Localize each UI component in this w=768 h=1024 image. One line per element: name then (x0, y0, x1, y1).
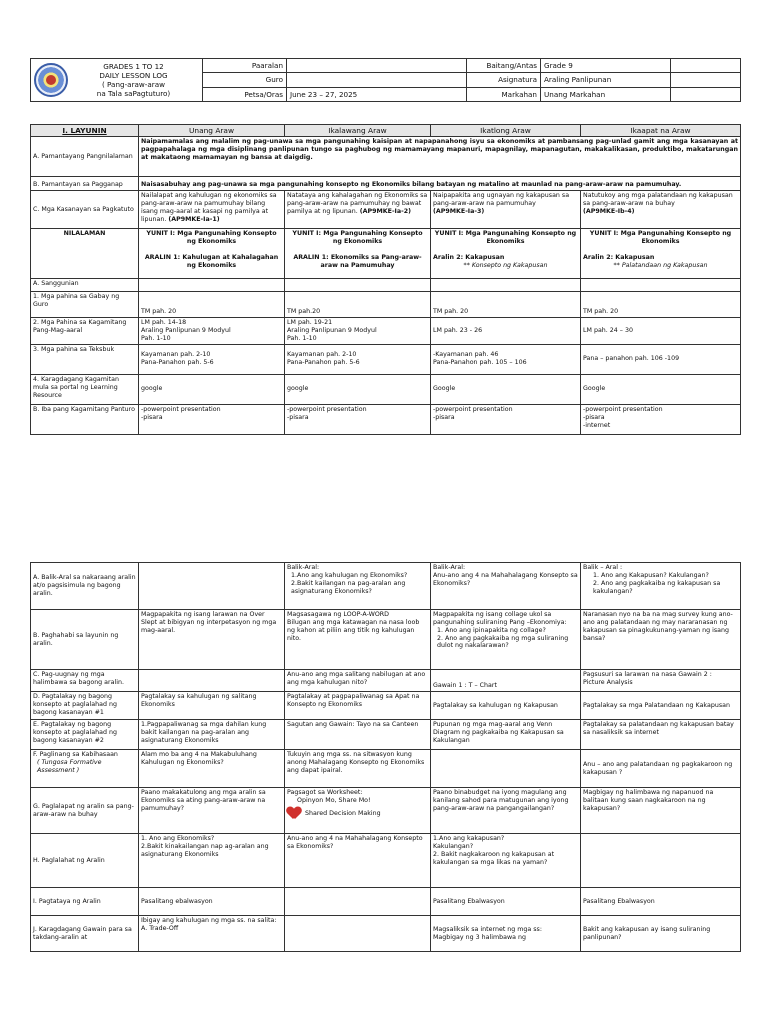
row-cell: TM pah. 20 (139, 292, 285, 318)
header-table (30, 58, 741, 102)
proc-cell: Pasalitang Ebalwasyon (581, 888, 741, 916)
proc-cell: Paano binabudget na iyong magulang ang kanilang sahod para matugunan ang iyong pang-araw-araw na pangangailangan? (431, 788, 581, 834)
header-title-line-1: GRADES 1 TO 12 (103, 62, 164, 71)
header-title-cell (31, 59, 203, 102)
guro-label: Guro (203, 73, 287, 87)
proc-cell: 1.Ano ang kakapusan? Kakulangan? 2. Bakit nagkakaroon ng kakapusan at kakulangan sa mga likas na yaman? (431, 834, 581, 888)
col-header-day3: Ikatlong Araw (431, 125, 581, 137)
kasanayan-day2: Natataya ang kahalagahan ng Ekonomiks sa pang-araw-araw na pamumuhay ng bawat pamilya at ng lipunan. (AP9MKE-Ia-2) (285, 191, 431, 229)
proc-cell (139, 563, 285, 610)
proc-label-j: J. Karagdagang Gawain para sa takdang-aralin at (31, 916, 139, 952)
col-header-day4: Ikaapat na Araw (581, 125, 741, 137)
proc-cell (285, 888, 431, 916)
row-cell: LM pah. 14-18 Araling Panlipunan 9 Modyul Pah. 1-10 (139, 318, 285, 345)
proc-cell: Pagtalakay sa mga Palatandaan ng Kakapusan (581, 692, 741, 720)
proc-cell: Paano makakatulong ang mga aralin sa Ekonomiks sa ating pang-araw-araw na pamumuhay? (139, 788, 285, 834)
pamantayan-pagganap-text: Naisasabuhay ang pag-unawa sa mga pangunahing konsepto ng Ekonomiks bilang batayan ng matalino at maunlad na pang-araw-araw na pamumuhay. (139, 177, 741, 191)
nilalaman-day1: YUNIT I: Mga Pangunahing Konsepto ng Ekonomiks ARALIN 1: Kahulugan at Kahalagahan ng Ekonomiks (139, 229, 285, 279)
proc-label-a: A. Balik-Aral sa nakaraang aralin at/o pagsisimula ng bagong aralin. (31, 563, 139, 610)
proc-label-g: G. Paglalapat ng aralin sa pang-araw-araw na buhay (31, 788, 139, 834)
proc-cell: Pupunan ng mga mag-aaral ang Venn Diagram ng pagkakaiba ng Kakapusan sa Kakulangan (431, 720, 581, 750)
row-cell: TM pah. 20 (431, 292, 581, 318)
proc-cell: Magsaliksik sa internet ng mga ss: Magbigay ng 3 halimbawa ng (431, 916, 581, 952)
nilalaman-day2: YUNIT I: Mga Pangunahing Konsepto ng Ekonomiks ARALIN 1: Ekonomiks sa Pang-araw-araw na Pamumuhay (285, 229, 431, 279)
row-cell: LM pah. 24 – 30 (581, 318, 741, 345)
kasanayan-day3: Naipapakita ang ugnayan ng kakapusan sa pang-araw-araw na pamumuhay (AP9MKE-Ia-3) (431, 191, 581, 229)
proc-cell-b3: Magpapakita ng isang collage ukol sa pangunahing suliraning Pang –Ekonomiya: 1. Ano ang ipinapakita ng collage? 2. Ano ang pagkakaiba ng mga suliraning dulot ng nakalarawan? (431, 610, 581, 670)
proc-cell (431, 750, 581, 788)
asignatura-label: Asignatura (467, 73, 541, 87)
row-cell: Pana – panahon pah. 106 -109 (581, 344, 741, 374)
nilalaman-day3: YUNIT I: Mga Pangunahing Konsepto ng Ekonomiks Aralin 2: Kakapusan ** Konsepto ng Kakapusan (431, 229, 581, 279)
col-header-day1: Unang Araw (139, 125, 285, 137)
proc-cell: Bakit ang kakapusan ay isang suliraning panlipunan? (581, 916, 741, 952)
row-cell: -powerpoint presentation -pisara (285, 404, 431, 434)
sanggunian-label: A. Sanggunian (31, 279, 139, 292)
row-cell: -Kayamanan pah. 46 Pana-Panahon pah. 105 – 106 (431, 344, 581, 374)
proc-cell: Pasalitang ebalwasyon (139, 888, 285, 916)
proc-cell: Magbigay ng halimbawa ng napanuod na balitaan kung saan nagkakaroon na ng kakapusan? (581, 788, 741, 834)
petsa-value: June 23 – 27, 2025 (287, 87, 467, 101)
procedures-table (30, 562, 741, 952)
deped-seal-icon (34, 63, 68, 97)
header-title-line-4: na Tala saPagtuturo) (96, 89, 171, 98)
proc-cell: 1. Ano ang Ekonomiks? 2.Bakit kinakailangan nap ag-aralan ang asignaturang Ekonomiks (139, 834, 285, 888)
row-label: 4. Karagdagang Kagamitan mula sa portal ng Learning Resource (31, 374, 139, 404)
proc-cell: Sagutan ang Gawain: Tayo na sa Canteen (285, 720, 431, 750)
paaralan-label: Paaralan (203, 59, 287, 73)
row-cell: Google (431, 374, 581, 404)
row-cell: Kayamanan pah. 2-10 Pana-Panahon pah. 5-6 (285, 344, 431, 374)
nilalaman-day4: YUNIT I: Mga Pangunahing Konsepto ng Ekonomiks Aralin 2: Kakapusan ** Palatandaan ng Kakapusan (581, 229, 741, 279)
proc-cell: Anu-ano ang mga salitang nabilugan at ano ang mga kahulugan nito? (285, 670, 431, 692)
pamantayang-pangnilalaman-text: Naipamamalas ang malalim ng pag-unawa sa mga pangunahing kaisipan at napapanahong isyu sa ekonomiks at pambansang pag-unlad gamit ang mga kasanayan at pagpapahalaga ng mga disiplinang panlipunan tungo sa paghubog ng mamamayang mapanuri, mapagnilay, mapanagutan, makakalikasan, produktibo, makatarungan at makataong mamamayan ng bansa at daigdig. (139, 137, 741, 177)
proc-cell: Pagtalakay sa kahulugan ng Kakapusan (431, 692, 581, 720)
proc-cell-a4: Balik – Aral : 1. Ano ang Kakapusan? Kakulangan? 2. Ano ang pagkakaiba ng kakapusan sa kakulangan? (581, 563, 741, 610)
row-cell: Kayamanan pah. 2-10 Pana-Panahon pah. 5-6 (139, 344, 285, 374)
nilalaman-label: NILALAMAN (31, 229, 139, 279)
proc-cell (581, 834, 741, 888)
header-title-line-2: DAILY LESSON LOG (99, 71, 168, 80)
proc-cell: Pagsusuri sa larawan na nasa Gawain 2 : Picture Analysis (581, 670, 741, 692)
heart-icon (287, 807, 301, 819)
proc-cell-g2: Pagsagot sa Worksheet: Opinyon Mo, Share Mo! Shared Decision Making (285, 788, 431, 834)
guro-value (287, 73, 467, 87)
proc-cell: Gawain 1 : T – Chart (431, 670, 581, 692)
proc-cell: Pagtalakay sa palatandaan ng kakapusan batay sa nasaliksik sa internet (581, 720, 741, 750)
proc-label-d: D. Pagtalakay ng bagong konsepto at paglalahad ng bagong kasanayan #1 (31, 692, 139, 720)
proc-cell: Naranasan nyo na ba na mag survey kung ano-ano ang palatandaan ng may nararanasan ng kakapusan sa pinagkukunang-yaman ng isang bansa? (581, 610, 741, 670)
proc-cell (139, 670, 285, 692)
row-cell: Google (581, 374, 741, 404)
proc-cell: Pagtalakay sa kahulugan ng salitang Ekonomiks (139, 692, 285, 720)
proc-label-e: E. Pagtalakay ng bagong konsepto at paglalahad ng bagong kasanayan #2 (31, 720, 139, 750)
pamantayan-pagganap-label: B. Pamantayan sa Pagganap (31, 177, 139, 191)
proc-cell: Anu – ano ang palatandaan ng pagkakaroon ng kakapusan ? (581, 750, 741, 788)
asignatura-value: Araling Panlipunan (541, 73, 671, 87)
row-label: B. Iba pang Kagamitang Panturo (31, 404, 139, 434)
proc-cell: Balik-Aral: Anu-ano ang 4 na Mahahalagang Konsepto sa Ekonomiks? (431, 563, 581, 610)
header-title-line-3: ( Pang-araw-araw (101, 80, 166, 89)
row-cell: TM pah.20 (285, 292, 431, 318)
markahan-value: Unang Markahan (541, 87, 671, 101)
col-header-day2: Ikalawang Araw (285, 125, 431, 137)
proc-label-c: C. Pag-uugnay ng mga halimbawa sa bagong aralin. (31, 670, 139, 692)
proc-cell: Magsasagawa ng LOOP-A-WORD Bilugan ang mga katawagan na nasa loob ng kahon at piliin ang titik ng kahulugan nito. (285, 610, 431, 670)
proc-cell (285, 916, 431, 952)
proc-cell: 1.Pagpapaliwanag sa mga dahilan kung bakit kailangan na pag-aralan ang asignaturang Ekonomiks (139, 720, 285, 750)
row-label: 2. Mga Pahina sa Kagamitang Pang-Mag-aaral (31, 318, 139, 345)
row-cell: google (139, 374, 285, 404)
baitang-label: Baitang/Antas (467, 59, 541, 73)
baitang-value: Grade 9 (541, 59, 671, 73)
proc-cell-a2: Balik-Aral: 1.Ano ang kahulugan ng Ekonomiks? 2.Bakit kailangan na pag-aralan ang asignaturang Ekonomiks? (285, 563, 431, 610)
proc-label-i: I. Pagtataya ng Aralin (31, 888, 139, 916)
objectives-table (30, 124, 741, 435)
proc-cell: Anu-ano ang 4 na Mahahalagang Konsepto sa Ekonomiks? (285, 834, 431, 888)
kasanayan-day1: Nailalapat ang kahulugan ng ekonomiks sa pang-araw-araw na pamumuhay bilang isang mag-aaral at kasapi ng pamilya at lipunan. (AP9MKE-Ia-1) (139, 191, 285, 229)
row-cell: -powerpoint presentation -pisara (139, 404, 285, 434)
proc-cell: Magpapakita ng isang larawan na Over Slept at bibigyan ng interpetasyon ng mga mag-aaral. (139, 610, 285, 670)
proc-cell: Alam mo ba ang 4 na Makabuluhang Kahulugan ng Ekonomiks? (139, 750, 285, 788)
row-cell: google (285, 374, 431, 404)
row-cell: -powerpoint presentation -pisara (431, 404, 581, 434)
kasanayan-label: C. Mga Kasanayan sa Pagkatuto (31, 191, 139, 229)
row-label: 3. Mga pahina sa Teksbuk (31, 344, 139, 374)
proc-label-b: B. Paghahabi sa layunin ng aralin. (31, 610, 139, 670)
row-label: 1. Mga pahina sa Gabay ng Guro (31, 292, 139, 318)
row-cell: LM pah. 23 - 26 (431, 318, 581, 345)
row-cell: -powerpoint presentation -pisara -internet (581, 404, 741, 434)
row-cell: LM pah. 19-21 Araling Panlipunan 9 Modyul Pah. 1-10 (285, 318, 431, 345)
pamantayang-pangnilalaman-label: A. Pamantayang Pangnilalaman (31, 137, 139, 177)
petsa-label: Petsa/Oras (203, 87, 287, 101)
proc-cell: Pasalitang Ebalwasyon (431, 888, 581, 916)
kasanayan-day4: Natutukoy ang mga palatandaan ng kakapusan sa pang-araw-araw na buhay (AP9MKE-Ib-4) (581, 191, 741, 229)
proc-cell: Ibigay ang kahulugan ng mga ss. na salita: A. Trade-Off (139, 916, 285, 952)
proc-label-f: F. Paglinang sa Kabihasaan ( Tungosa Formative Assessment ) (31, 750, 139, 788)
proc-label-h: H. Paglalahat ng Aralin (31, 834, 139, 888)
paaralan-value (287, 59, 467, 73)
col-header-layunin: I. LAYUNIN (31, 125, 139, 137)
markahan-label: Markahan (467, 87, 541, 101)
row-cell: TM pah. 20 (581, 292, 741, 318)
proc-cell: Pagtalakay at pagpapaliwanag sa Apat na Konsepto ng Ekonomiks (285, 692, 431, 720)
proc-cell: Tukuyin ang mga ss. na sitwasyon kung anong Mahalagang Konsepto ng Ekonomiks ang dapat ipairal. (285, 750, 431, 788)
